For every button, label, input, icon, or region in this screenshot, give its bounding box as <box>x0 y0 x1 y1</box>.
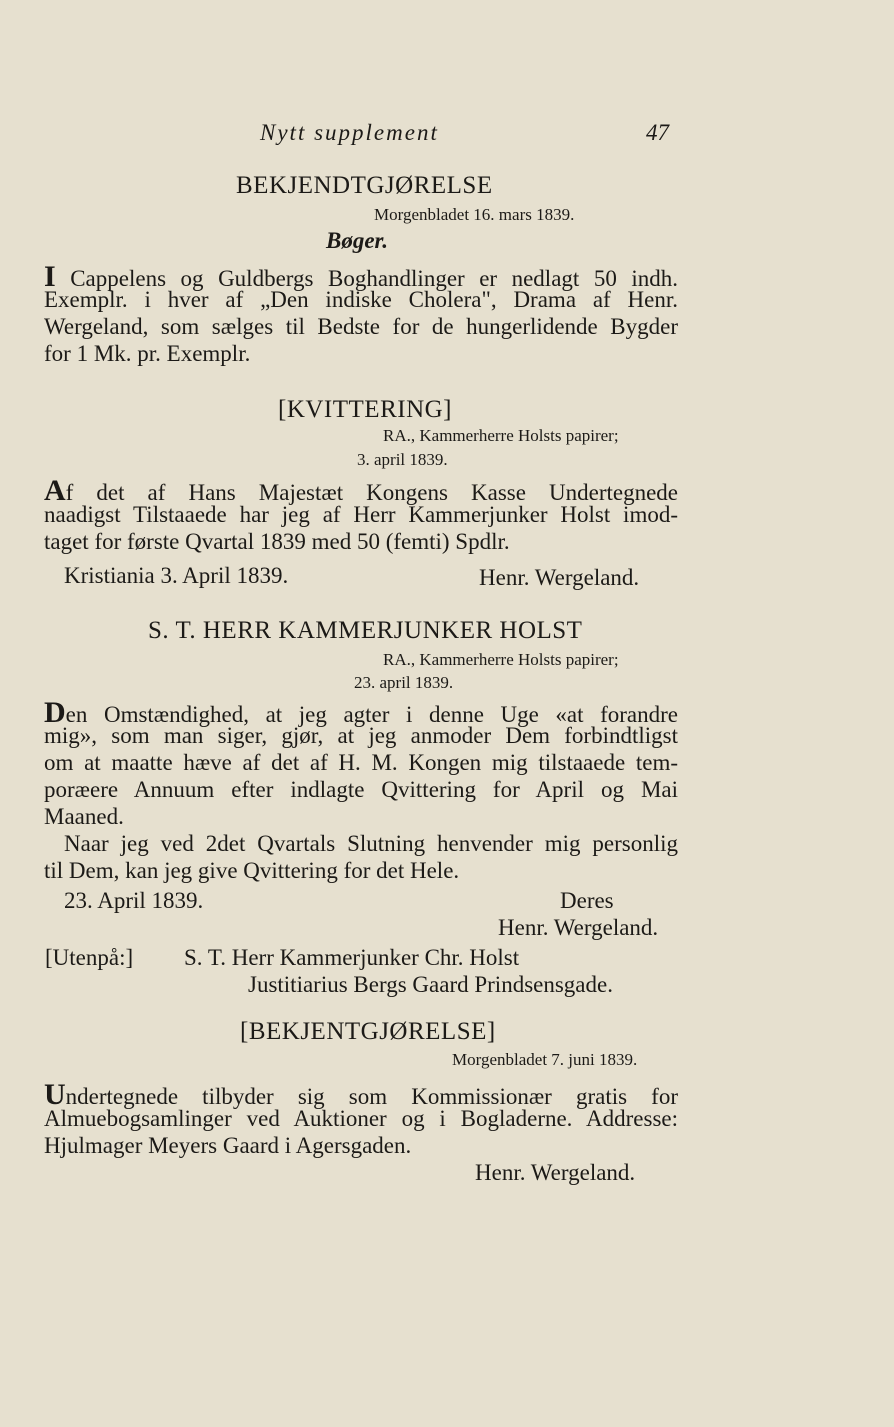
address-line: S. T. Herr Kammerjunker Chr. Holst <box>184 945 520 970</box>
section-heading: S. T. HERR KAMMERJUNKER HOLST <box>148 617 583 644</box>
signature: Henr. Wergeland. <box>479 565 640 590</box>
drop-cap: D <box>44 696 66 729</box>
section-heading: BEKJENDTGJØRELSE <box>236 172 493 199</box>
source-line: Morgenbladet 16. mars 1839. <box>374 205 575 224</box>
line-text: f det af Hans Majestæt Kongens Kasse Undertegnede <box>65 480 678 505</box>
text-line: naadigst Tilstaaede har jeg af Herr Kammerjunker Holst imod- <box>44 502 678 527</box>
text-line: om at maatte hæve af det af H. M. Kongen mig tilstaaede tem- <box>44 750 678 775</box>
text-line: for 1 Mk. pr. Exemplr. <box>44 341 251 366</box>
text-line: Exemplr. i hver af „Den indiske Cholera", Drama af Henr. <box>44 287 678 312</box>
address-label: [Utenpå:] <box>45 945 134 970</box>
source-line: RA., Kammerherre Holsts papirer; <box>383 650 619 669</box>
text-line: Hjulmager Meyers Gaard i Agersgaden. <box>44 1133 412 1158</box>
drop-cap: U <box>44 1078 66 1111</box>
line-text: ndertegnede tilbyder sig som Kommissionær gratis for <box>65 1084 678 1109</box>
signature: Henr. Wergeland. <box>498 915 659 940</box>
text-line: Naar jeg ved 2det Qvartals Slutning henvender mig personlig <box>64 831 678 856</box>
text-line: Wergeland, som sælges til Bedste for de hungerlidende Bygder <box>44 314 678 339</box>
line-text: Cappelens og Guldbergs Boghandlinger er nedlagt 50 indh. <box>55 266 678 291</box>
source-line: RA., Kammerherre Holsts papirer; <box>383 426 619 445</box>
letter-date: 23. April 1839. <box>64 888 204 913</box>
text-line: til Dem, kan jeg give Qvittering for det Hele. <box>44 858 460 883</box>
line-text: en Omstændighed, at jeg agter i denne Uge «at forandre <box>65 702 678 727</box>
place-date: Kristiania 3. April 1839. <box>64 563 289 588</box>
address-line: Justitiarius Bergs Gaard Prindsensgade. <box>248 972 613 997</box>
source-line: 3. april 1839. <box>357 450 448 469</box>
section-heading: [BEKJENTGJØRELSE] <box>240 1018 496 1045</box>
text-line: poræere Annuum efter indlagte Qvittering for April og Mai <box>44 777 678 802</box>
source-line: Morgenbladet 7. juni 1839. <box>452 1050 638 1069</box>
text-line: Maaned. <box>44 804 124 829</box>
letter-closing: Deres <box>560 888 614 913</box>
page-number: 47 <box>646 120 669 145</box>
text-line: Almuebogsamlinger ved Auktioner og i Bogladerne. Addresse: <box>44 1106 678 1131</box>
drop-cap: I <box>44 260 56 293</box>
text-line: mig», som man siger, gjør, at jeg anmoder Dem forbindtligst <box>44 723 678 748</box>
section-heading: [KVITTERING] <box>278 396 453 423</box>
text-line: taget for første Qvartal 1839 med 50 (femti) Spdlr. <box>44 529 510 554</box>
source-line: 23. april 1839. <box>354 673 454 692</box>
signature: Henr. Wergeland. <box>475 1160 636 1185</box>
running-title: Nytt supplement <box>260 120 439 145</box>
drop-cap: A <box>44 474 66 507</box>
subheading: Bøger. <box>326 228 388 253</box>
